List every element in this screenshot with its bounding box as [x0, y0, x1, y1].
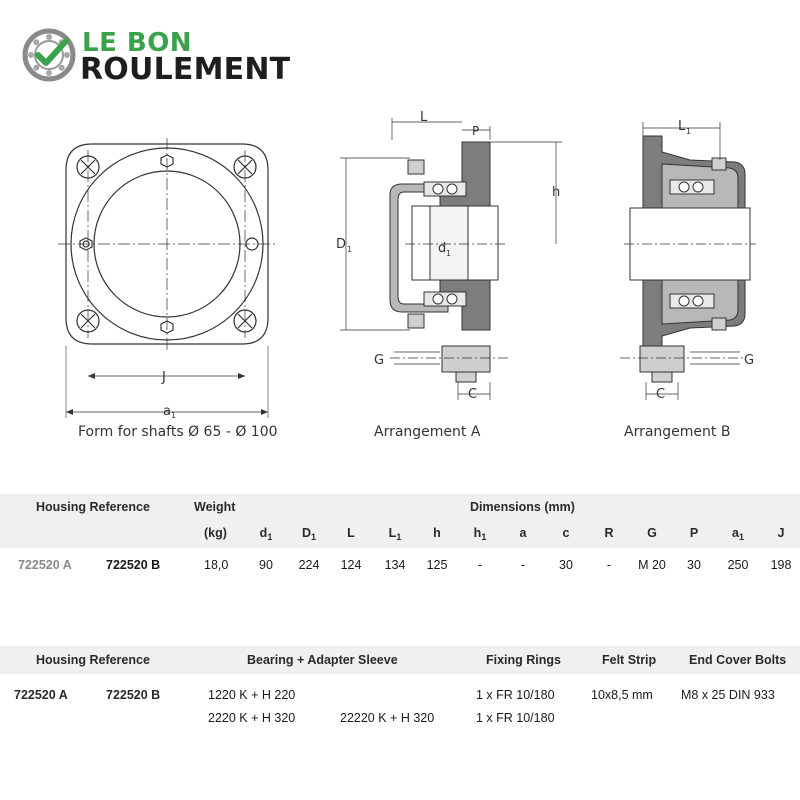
arrangement-b-drawing [620, 122, 756, 400]
header-dim-col: L [347, 526, 355, 540]
row-dim-value: 198 [770, 558, 792, 572]
row-dim-value: 30 [687, 558, 701, 572]
arrangement-b-caption: Arrangement B [624, 424, 731, 440]
row2-felt-1: 10x8,5 mm [591, 688, 653, 702]
header-dim-col: $a_1$ [732, 526, 744, 542]
row-dim-value: 250 [727, 558, 749, 572]
dim-label-g-a: G [374, 353, 385, 368]
row2-bolts-1: M8 x 25 DIN 933 [681, 688, 775, 702]
row-dim-value: - [606, 558, 612, 572]
dim-label-g-b: G [744, 353, 755, 368]
header-dim-col: G [647, 526, 657, 540]
row2-ref-a: 722520 A [14, 688, 68, 702]
header-weight: Weight [194, 500, 236, 514]
svg-text:1: 1 [446, 249, 452, 258]
technical-drawings [0, 100, 800, 450]
dim-label-a1: a [163, 404, 171, 419]
dim-label-l: L [420, 110, 428, 125]
row2-ref-b: 722520 B [106, 688, 161, 702]
dim-label-h: h [552, 185, 561, 200]
row-ref-a: 722520 A [18, 558, 72, 572]
header-dim-col: J [777, 526, 785, 540]
row-dim-value: 90 [259, 558, 273, 572]
brand-logo [22, 26, 302, 86]
dim-label-c-a: C [468, 387, 478, 402]
brand-line-1: LE BON [82, 28, 193, 58]
arrangement-a-caption: Arrangement A [374, 424, 481, 440]
row2-bearing-2: 2220 K + H 320 [208, 711, 296, 725]
row-dim-value: 30 [559, 558, 573, 572]
header-dim-col: R [604, 526, 614, 540]
header-dim-col: h [433, 526, 441, 540]
header-weight-unit: (kg) [204, 526, 227, 540]
header2-housing-reference: Housing Reference [36, 653, 150, 667]
header-dim-col: $D_1$ [301, 526, 317, 542]
dim-label-j: J [162, 370, 166, 385]
brand-line-2: ROULEMENT [80, 52, 291, 87]
row-dim-value: 134 [384, 558, 406, 572]
dim-label-d1-outer: D [336, 237, 347, 252]
row-dim-value: M 20 [638, 558, 666, 572]
header2-fixing-rings: Fixing Rings [486, 653, 561, 667]
header-dim-col: c [562, 526, 570, 540]
svg-text:1: 1 [347, 245, 353, 254]
form-caption: Form for shafts Ø 65 - Ø 100 [78, 424, 278, 440]
row-ref-b: 722520 B [106, 558, 161, 572]
header-dimensions: Dimensions (mm) [470, 500, 575, 514]
dim-label-c-b: C [656, 387, 666, 402]
dim-label-d1-inner: d [438, 241, 447, 256]
row-dim-value: - [520, 558, 526, 572]
row-dim-value: 224 [298, 558, 320, 572]
svg-text:1: 1 [171, 411, 177, 420]
header-dim-col: $d_1$ [259, 526, 273, 542]
header-dim-col: P [689, 526, 699, 540]
header-dim-col: $h_1$ [473, 526, 487, 542]
header-housing-reference: Housing Reference [36, 500, 150, 514]
header2-felt-strip: Felt Strip [602, 653, 657, 667]
row2-bearing-1: 1220 K + H 220 [208, 688, 296, 702]
header-dim-col: a [519, 526, 527, 540]
header2-end-cover-bolts: End Cover Bolts [689, 653, 787, 667]
header-dim-col: $L_1$ [388, 526, 402, 542]
svg-text:1: 1 [686, 127, 692, 136]
dim-label-l1: L [678, 119, 686, 134]
dim-label-p: P [472, 124, 480, 138]
row-dim-value: 125 [426, 558, 448, 572]
row2-fixing-1: 1 x FR 10/180 [476, 688, 555, 702]
row-dim-value: - [477, 558, 483, 572]
row2-fixing-2: 1 x FR 10/180 [476, 711, 555, 725]
row2-bearing-2-alt: 22220 K + H 320 [340, 711, 435, 725]
row-dim-value: 124 [340, 558, 362, 572]
bearing-check-icon [22, 28, 78, 84]
front-view-drawing [58, 138, 278, 418]
row-weight: 18,0 [204, 558, 229, 572]
header2-bearing: Bearing + Adapter Sleeve [247, 653, 398, 667]
